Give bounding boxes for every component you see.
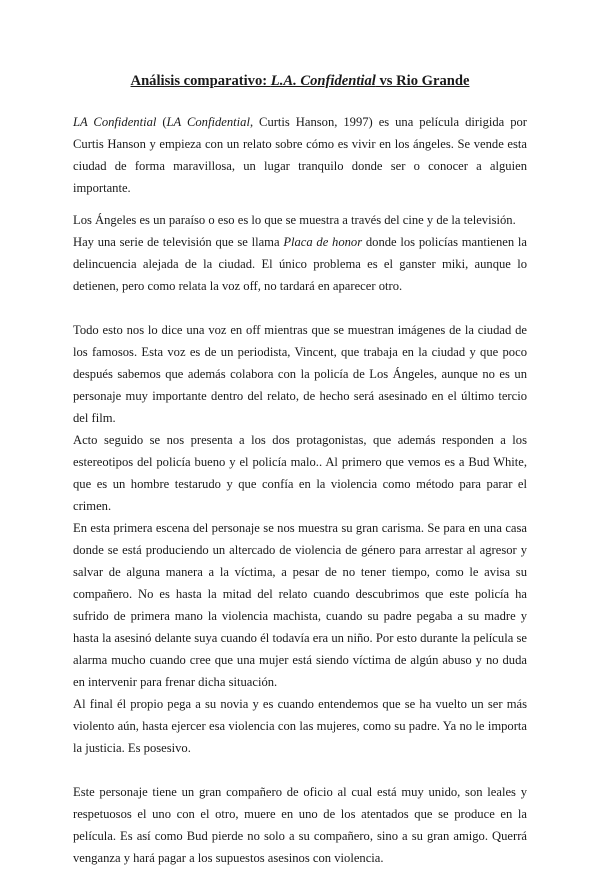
paragraph-text: ( <box>156 115 167 129</box>
film-title-italic: LA Confidential <box>166 115 250 129</box>
title-prefix: Análisis comparativo: <box>130 73 271 89</box>
film-title-italic: LA Confidential <box>73 115 157 129</box>
paragraph-text: , Curtis Hanson, 1997) es una película dirigida por Curtis Hanson y empieza con un relato sobre cómo es vivir en los ángeles. Se vende esta ciudad de forma maravillosa, un lugar tranquilo donde ser o conocer a alguien importante. <box>73 115 527 195</box>
title-film2: Rio Grande <box>396 73 470 89</box>
series-title-italic: Placa de honor <box>283 235 363 249</box>
paragraph-final: Al final él propio pega a su novia y es cuando entendemos que se ha vuelto un ser más violento aún, hasta ejercer esa violencia con las mujeres, como su padre. Ya no le importa la justicia. Es posesivo. <box>73 697 527 755</box>
paragraph-intro <box>73 111 527 199</box>
title-film1: L.A. Confidential <box>270 73 376 89</box>
paragraph-first-scene: En esta primera escena del personaje se nos muestra su gran carisma. Se para en una casa donde se está produciendo un altercado de violencia de género para arrestar al agresor y salvar de alguna manera a la víctima, a pesar de no tener tiempo, como le avisa su compañero. No es hasta la mitad del relato cuando descubrimos que este policía ha sufrido de primera mano la violencia machista, cuando su padre pegaba a su madre y hasta la asesinó delante suya cuando él todavía era un niño. Por esto durante la película se alarma mucho cuando cree que una mujer está siendo víctima de algún abuso y no duda en intervenir para frenar dicha situación. <box>73 521 527 689</box>
paragraph-tv-series <box>73 231 527 297</box>
paragraph-voice-off: Todo esto nos lo dice una voz en off mientras que se muestran imágenes de la ciudad de los famosos. Esta voz es de un periodista, Vincent, que trabaja en la ciudad y que poco después sabemos que además colabora con la policía de Los Ángeles, aunque no es un personaje muy importante dentro del relato, de hecho será asesinado en el último tercio del film. <box>73 323 527 425</box>
paragraph-partner: Este personaje tiene un gran compañero de oficio al cual está muy unido, son leales y respetuosos el uno con el otro, muere en uno de los atentados que se produce en la película. Es así como Bud pierde no solo a su compañero, sino a su gran amigo. Querrá venganza y hará pagar a los supuestos asesinos con violencia. <box>73 785 527 865</box>
paragraph-text: Hay una serie de televisión que se llama <box>73 235 284 249</box>
paragraph-protagonists: Acto seguido se nos presenta a los dos protagonistas, que además responden a los estereotipos del policía bueno y el policía malo.. Al primero que vemos es a Bud White, que es un hombre testarudo y que confía en la violencia como método para parar el crimen. <box>73 433 527 513</box>
document-title <box>73 71 527 91</box>
title-middle: vs <box>375 73 397 89</box>
paragraph-text: donde los policías mantienen la delincuencia alejada de la ciudad. El único problema es el ganster miki, aunque lo detienen, pero como relata la voz off, no tardará en aparecer otro. <box>73 235 527 293</box>
paragraph-la: Los Ángeles es un paraíso o eso es lo que se muestra a través del cine y de la televisión. <box>73 213 516 227</box>
